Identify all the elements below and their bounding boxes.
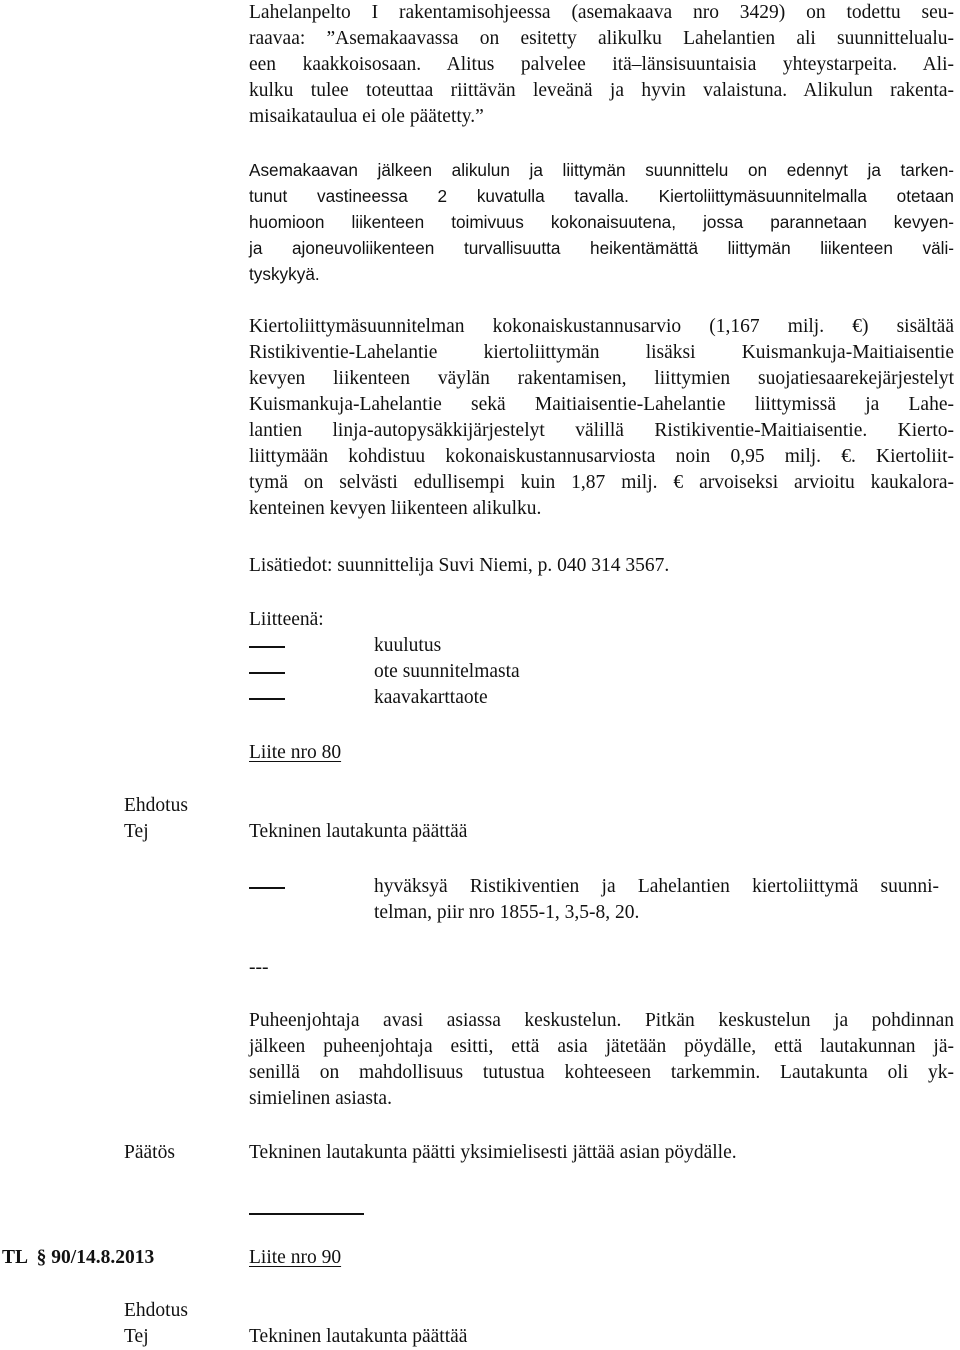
tej-label: Tej <box>124 821 149 842</box>
appendix-ref-80-label: Liite nro 80 <box>249 742 342 763</box>
text-line: ja ajoneuvoliikenteen turvallisuutta heikentämättä liittymän liikenteen väli- <box>249 238 954 258</box>
bullet-dash <box>249 887 285 889</box>
ehdotus-label: Ehdotus <box>124 1300 188 1321</box>
text-line: telman, piir nro 1855-1, 3,5-8, 20. <box>374 902 640 923</box>
appendix-ref-80 <box>249 740 954 766</box>
appendix-ref-90 <box>249 1245 954 1271</box>
text-line: lantien linja-autopysäkkijärjestelyt välillä Ristikiventie-Maitiaisentie. Kierto- <box>249 420 954 441</box>
text-line: kevyen liikenteen väylän rakentamisen, liittymien suojatiesaarekejärjestelyt <box>249 368 954 389</box>
section-end-rule <box>249 1213 364 1215</box>
separator: --- <box>249 957 269 978</box>
text-line: een kaakkoisosaan. Alitus palvelee itä–länsisuuntaisia yhteystarpeita. Ali- <box>249 54 954 75</box>
tej-label: Tej <box>124 1326 149 1347</box>
board-decides: Tekninen lautakunta päättää <box>249 821 468 842</box>
text-line: Lahelanpelto I rakentamisohjeessa (asemakaava nro 3429) on todettu seu- <box>249 2 954 23</box>
text-line: tymä on selvästi edullisempi kuin 1,87 milj. € arvoiseksi arvioitu kaukalora- <box>249 472 954 493</box>
text-line: hyväksyä Ristikiventien ja Lahelantien kiertoliittymä suunni- <box>374 876 939 897</box>
text-line: Ristikiventie-Lahelantie kiertoliittymän lisäksi Kuismankuja-Maitiaisentie <box>249 342 954 363</box>
text-line: kenteinen kevyen liikenteen alikulku. <box>249 498 542 519</box>
paragraph-keskustelu <box>249 1008 954 1112</box>
board-decides: Tekninen lautakunta päättää <box>249 1326 468 1347</box>
attachment-item: kaavakarttaote <box>374 687 488 708</box>
text-line: senillä on mahdollisuus tutustua kohteeseen tarkemmin. Lautakunta oli yk- <box>249 1062 954 1083</box>
appendix-ref-90-label: Liite nro 90 <box>249 1247 342 1268</box>
decision-label: Päätös <box>124 1142 175 1163</box>
text-line: jälkeen puheenjohtaja esitti, että asia jätetään pöydälle, että lautakunnan jä- <box>249 1036 954 1057</box>
bullet-dash <box>249 646 285 648</box>
paragraph-kustannusarvio <box>249 314 954 522</box>
text-line: kulku tulee toteuttaa riittävän leveänä ja hyvin valaistuna. Alikulun rakenta- <box>249 80 954 101</box>
text-line: tyskykyä. <box>249 264 320 284</box>
text-line: liittymään kohdistuu kokonaiskustannusarviosta noin 0,95 milj. €. Kiertoliit- <box>249 446 954 467</box>
ehdotus-label: Ehdotus <box>124 795 188 816</box>
paragraph-rakentamisohje <box>249 0 954 130</box>
text-line: raavaa: ”Asemakaavassa on esitetty alikulku Lahelantien ali suunnittelualu- <box>249 28 954 49</box>
proposal-text <box>374 874 939 926</box>
text-line: Kuismankuja-Lahelantie sekä Maitiaisentie-Lahelantie liittymissä ja Lahe- <box>249 394 954 415</box>
text-line: simielinen asiasta. <box>249 1088 392 1109</box>
paragraph-suunnittelu <box>249 157 954 287</box>
text-line: Puheenjohtaja avasi asiassa keskustelun. Pitkän keskustelun ja pohdinnan <box>249 1010 954 1031</box>
bullet-dash <box>249 672 285 674</box>
text-line: Kiertoliittymäsuunnitelman kokonaiskustannusarvio (1,167 milj. €) sisältää <box>249 316 954 337</box>
attachments-heading: Liitteenä: <box>249 609 324 630</box>
section-heading: TL § 90/14.8.2013 <box>2 1247 155 1268</box>
text-line: misaikataulua ei ole päätetty.” <box>249 106 484 127</box>
attachment-item: ote suunnitelmasta <box>374 661 520 682</box>
text-line: huomioon liikenteen toimivuus kokonaisuutena, jossa parannetaan kevyen- <box>249 212 954 232</box>
contact-info: Lisätiedot: suunnittelija Suvi Niemi, p. 040 314 3567. <box>249 555 670 576</box>
attachment-item: kuulutus <box>374 635 442 656</box>
decision-text: Tekninen lautakunta päätti yksimielisesti jättää asian pöydälle. <box>249 1142 737 1163</box>
bullet-dash <box>249 698 285 700</box>
text-line: tunut vastineessa 2 kuvatulla tavalla. Kiertoliittymäsuunnitelmalla otetaan <box>249 186 954 206</box>
text-line: Asemakaavan jälkeen alikulun ja liittymän suunnittelu on edennyt ja tarken- <box>249 160 954 180</box>
